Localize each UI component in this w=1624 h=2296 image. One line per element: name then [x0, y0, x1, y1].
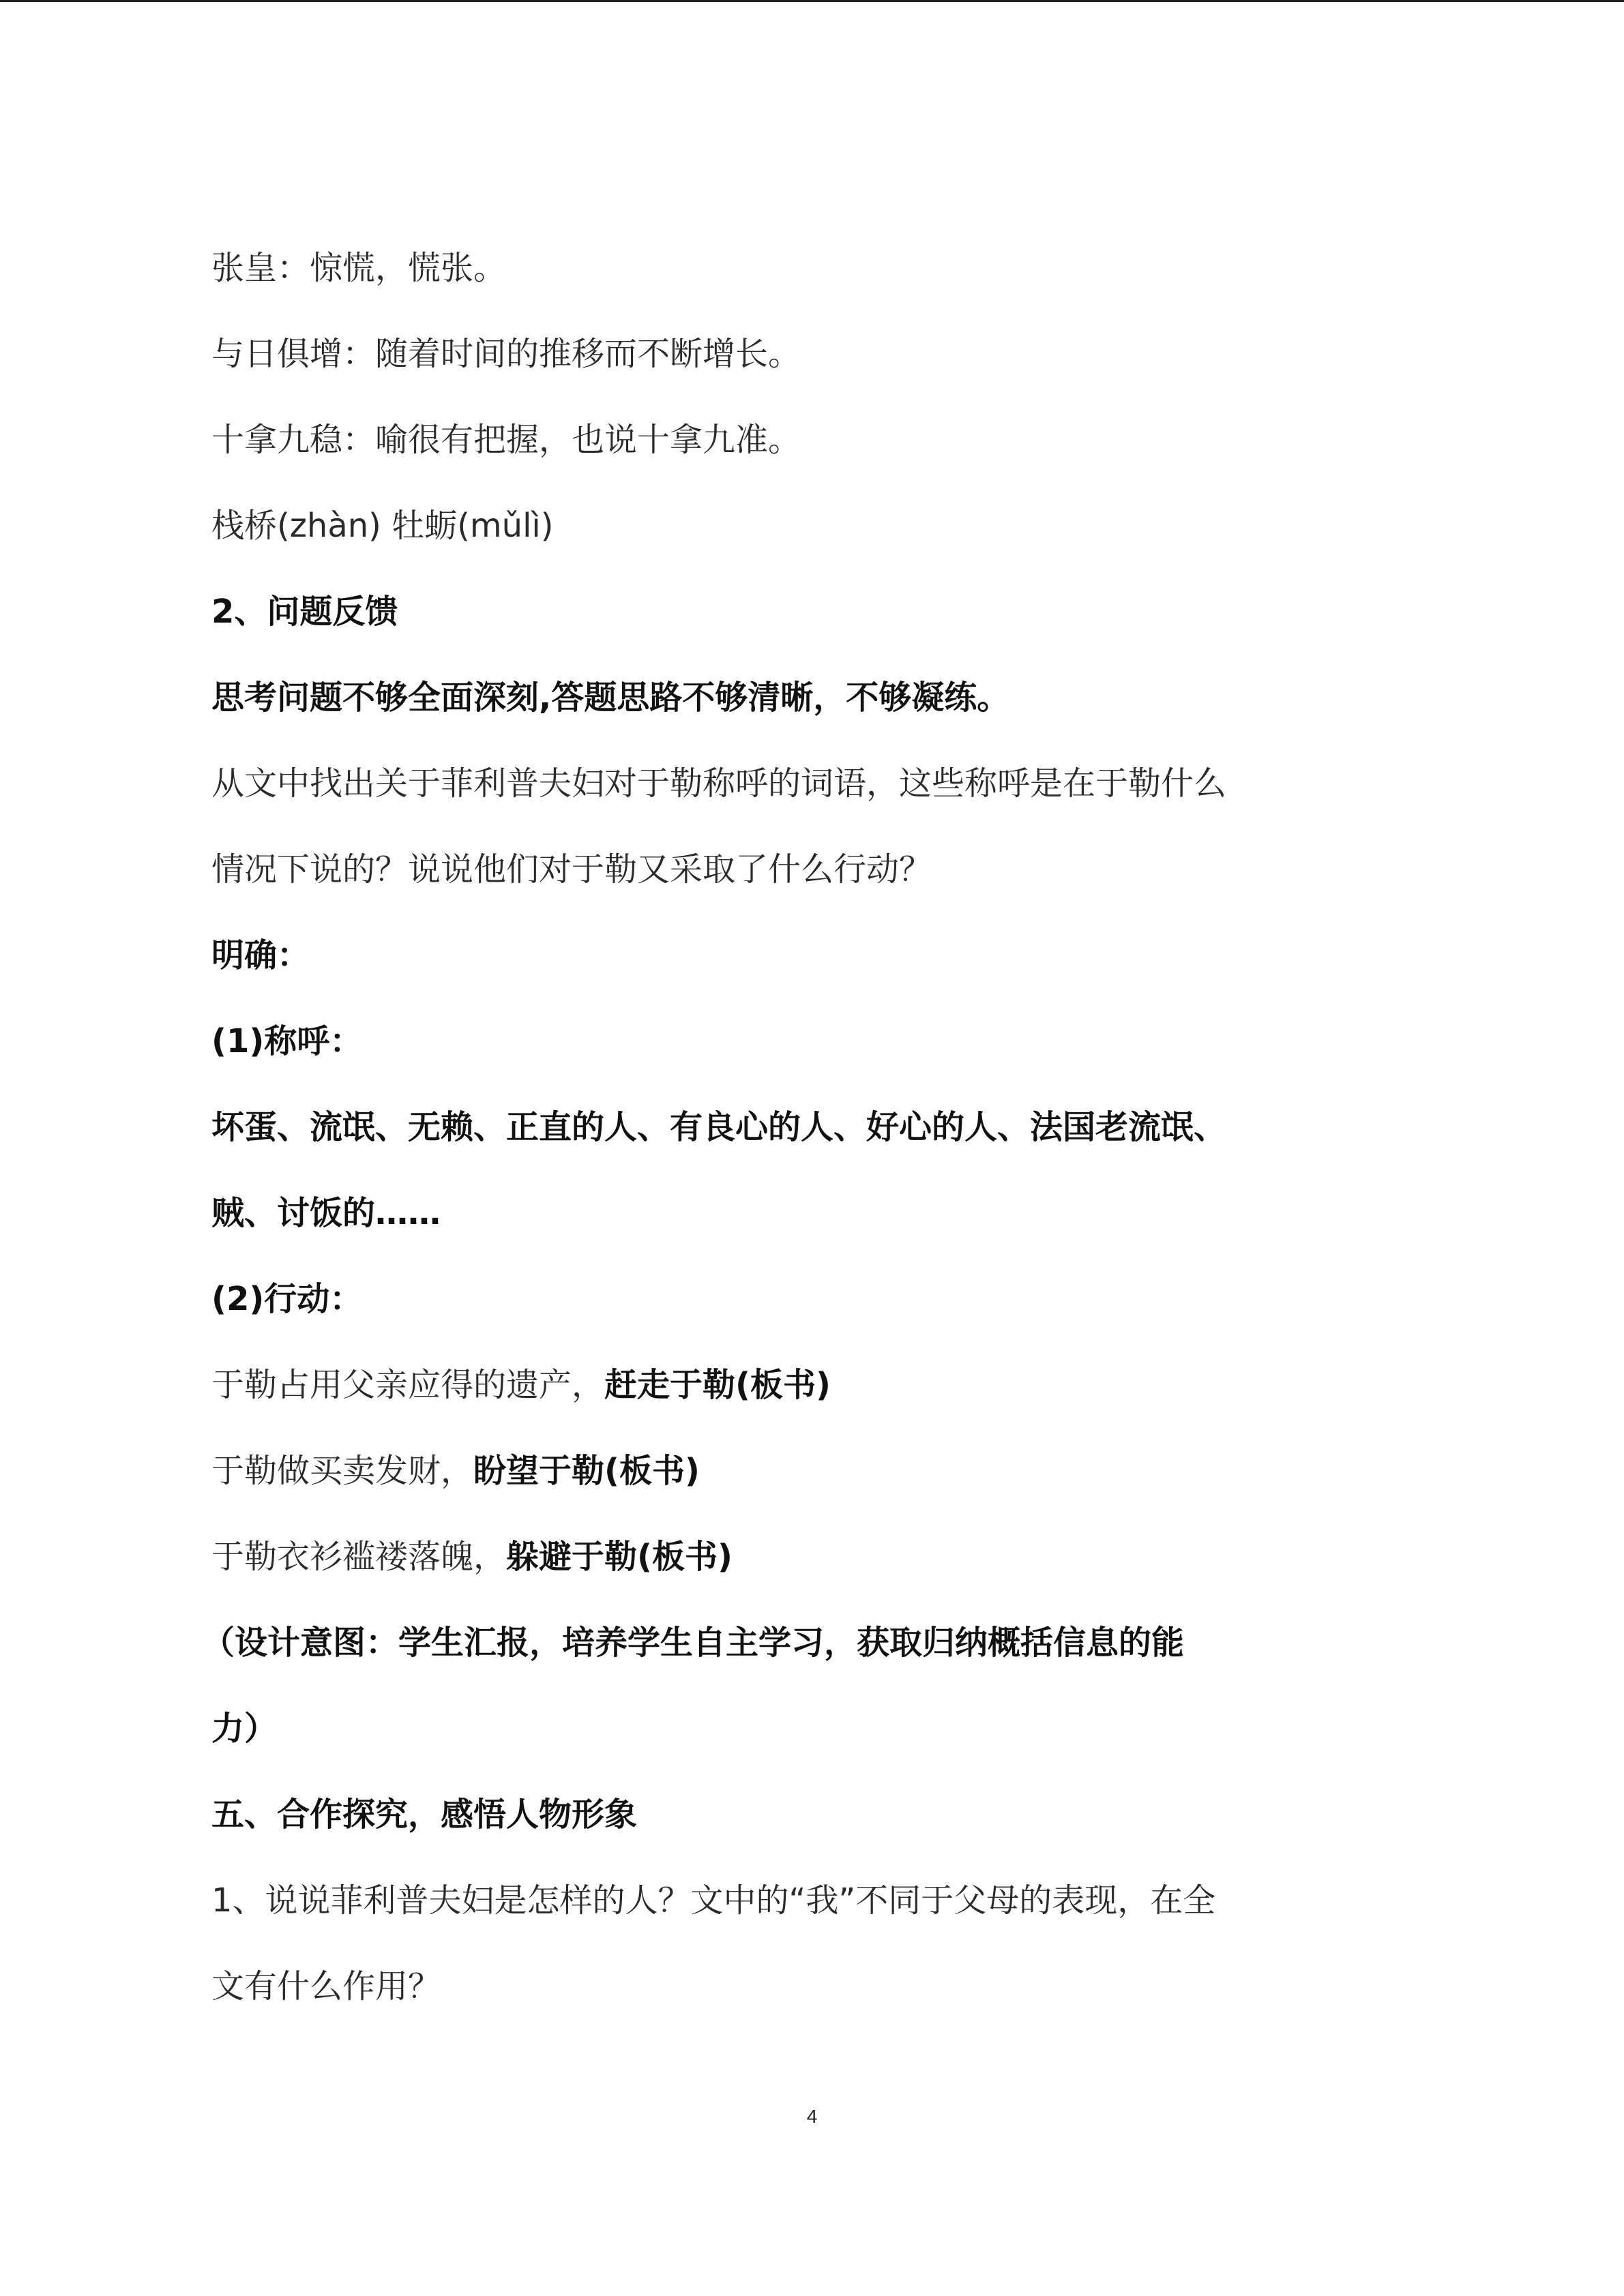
action-board-note: 赶走于勒(板书) [604, 1366, 831, 1404]
definition-yurijuzeng: 与日俱增：随着时间的推移而不断增长。 [211, 335, 801, 373]
action-context: 于勒占用父亲应得的遗产， [211, 1366, 605, 1404]
action-context: 于勒做买卖发财， [211, 1452, 474, 1490]
definition-zhanghuang: 张皇：惊慌，慌张。 [211, 249, 507, 287]
action-line-3 [211, 1536, 733, 1577]
address-list-line-2: 贼、讨饭的…… [211, 1194, 441, 1232]
action-context: 于勒衣衫褴褛落魄， [211, 1538, 507, 1576]
design-intent-line-1: （设计意图：学生汇报，培养学生自主学习，获取归纳概括信息的能 [202, 1624, 1185, 1662]
action-line-2 [211, 1450, 700, 1491]
pronunciation-line: 栈桥(zhàn) 牡蛎(mǔlì) [211, 507, 554, 545]
discussion-question-line-2: 文有什么作用？ [211, 1967, 441, 2006]
section-heading-five: 五、合作探究，感悟人物形象 [211, 1795, 638, 1834]
definition-shinajiuwen: 十拿九稳：喻很有把握，也说十拿九准。 [211, 421, 801, 459]
answer-label: 明确： [211, 936, 310, 974]
section-heading-feedback: 2、问题反馈 [211, 593, 398, 631]
question-line-1: 从文中找出关于菲利普夫妇对于勒称呼的词语，这些称呼是在于勒什么 [211, 764, 1227, 803]
action-board-note: 盼望于勒(板书) [473, 1452, 700, 1490]
subheading-forms-of-address: (1)称呼： [211, 1022, 363, 1060]
action-line-1 [211, 1365, 831, 1405]
question-line-2: 情况下说的？说说他们对于勒又采取了什么行动？ [211, 850, 932, 889]
feedback-statement: 思考问题不够全面深刻,答题思路不够清晰，不够凝练。 [211, 679, 1010, 717]
subheading-actions: (2)行动： [211, 1280, 363, 1318]
design-intent-line-2: 力） [211, 1710, 278, 1748]
action-board-note: 躲避于勒(板书) [506, 1538, 733, 1576]
discussion-question-line-1: 1、说说菲利普夫妇是怎样的人？文中的“我”不同于父母的表现，在全 [211, 1881, 1216, 1920]
page-number: 4 [806, 2106, 818, 2127]
address-list-line-1: 坏蛋、流氓、无赖、正直的人、有良心的人、好心的人、法国老流氓、 [211, 1108, 1227, 1146]
